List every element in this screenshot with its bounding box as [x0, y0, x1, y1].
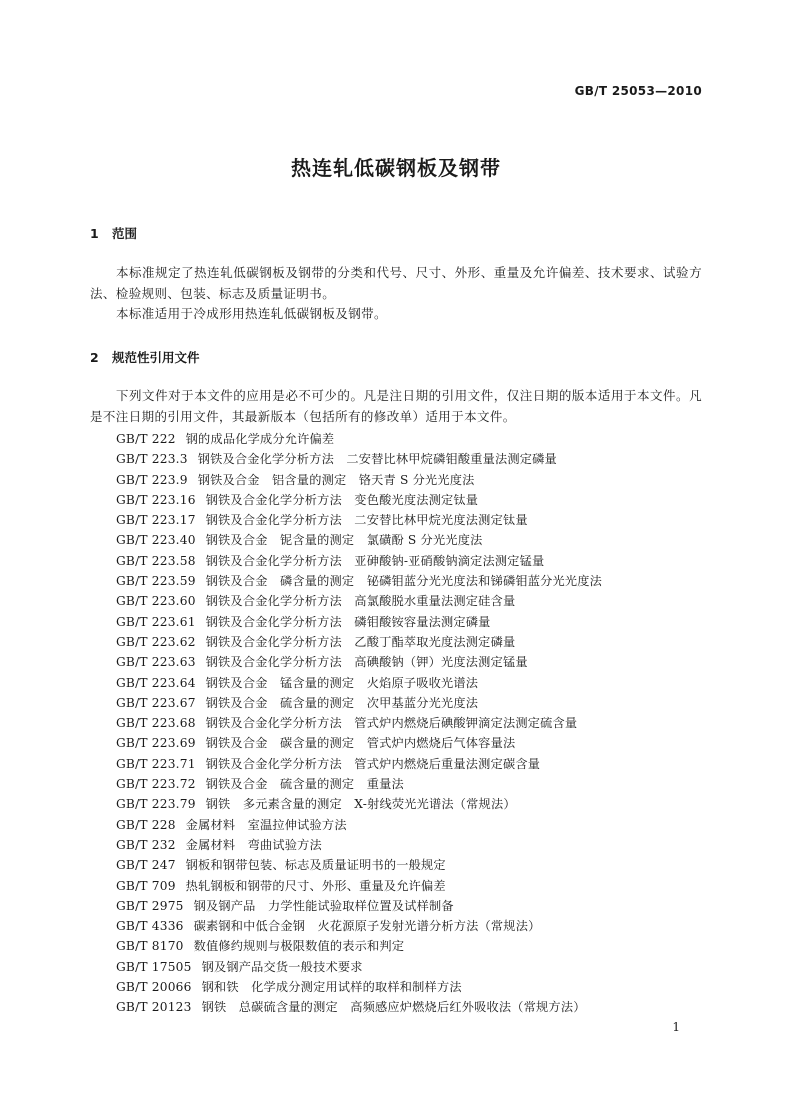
reference-item: [116, 612, 706, 632]
reference-title: 钢铁及合金 铝含量的测定 铬天青 S 分光光度法: [197, 472, 475, 487]
reference-title: 钢铁及合金化学分析方法 变色酸光度法测定钛量: [205, 492, 479, 507]
reference-code: GB/T 247: [116, 858, 176, 873]
reference-code: GB/T 228: [116, 817, 176, 832]
reference-title: 数值修约规则与极限数值的表示和判定: [193, 939, 405, 954]
reference-code: GB/T 2975: [116, 898, 184, 913]
section-1-heading: [90, 224, 137, 242]
reference-code: GB/T 223.9: [116, 472, 188, 487]
document-title: 热连轧低碳钢板及钢带: [291, 156, 501, 180]
reference-title: 钢铁及合金化学分析方法 亚砷酸钠-亚硝酸钠滴定法测定锰量: [205, 553, 545, 568]
reference-title: 钢铁及合金 硫含量的测定 次甲基蓝分光光度法: [205, 695, 479, 710]
reference-code: GB/T 709: [116, 878, 176, 893]
reference-item: [116, 449, 706, 469]
reference-code: GB/T 20066: [116, 980, 192, 995]
reference-code: GB/T 223.61: [116, 614, 196, 629]
reference-title: 钢铁及合金化学分析方法 管式炉内燃烧后碘酸钾滴定法测定硫含量: [205, 716, 578, 731]
section-2-title: 规范性引用文件: [112, 350, 200, 365]
reference-item: [116, 936, 706, 956]
reference-item: [116, 896, 706, 916]
reference-item: [116, 916, 706, 936]
reference-title: 钢铁及合金化学分析方法 高碘酸钠（钾）光度法测定锰量: [205, 655, 528, 670]
reference-item: [116, 815, 706, 835]
reference-item: [116, 855, 706, 875]
reference-code: GB/T 223.58: [116, 553, 196, 568]
reference-item: [116, 510, 706, 530]
reference-code: GB/T 17505: [116, 959, 192, 974]
section-1-number: 1: [90, 226, 99, 241]
reference-title: 钢铁及合金 锰含量的测定 火焰原子吸收光谱法: [205, 675, 479, 690]
reference-title: 钢铁及合金 磷含量的测定 铋磷钼蓝分光光度法和锑磷钼蓝分光光度法: [205, 574, 603, 589]
reference-title: 钢板和钢带包装、标志及质量证明书的一般规定: [185, 858, 446, 873]
reference-title: 金属材料 室温拉伸试验方法: [185, 817, 347, 832]
reference-item: [116, 551, 706, 571]
reference-code: GB/T 223.71: [116, 756, 196, 771]
reference-title: 热轧钢板和钢带的尺寸、外形、重量及允许偏差: [185, 878, 446, 893]
reference-code: GB/T 223.59: [116, 574, 196, 589]
reference-item: [116, 652, 706, 672]
reference-item: [116, 835, 706, 855]
reference-title: 钢铁及合金化学分析方法 高氯酸脱水重量法测定硅含量: [205, 594, 516, 609]
reference-item: [116, 774, 706, 794]
reference-code: GB/T 232: [116, 837, 176, 852]
reference-item: [116, 713, 706, 733]
reference-item: [116, 429, 706, 449]
reference-title: 钢铁及合金化学分析方法 二安替比林甲烷光度法测定钛量: [205, 513, 528, 528]
reference-title: 钢铁及合金化学分析方法 管式炉内燃烧后重量法测定碳含量: [205, 756, 541, 771]
reference-item: [116, 794, 706, 814]
reference-title: 钢的成品化学成分允许偏差: [185, 432, 335, 446]
reference-code: GB/T 223.40: [116, 533, 196, 548]
reference-item: [116, 530, 706, 550]
reference-item: [116, 754, 706, 774]
reference-item: [116, 733, 706, 753]
reference-title: 钢铁及合金化学分析方法 二安替比林甲烷磷钼酸重量法测定磷量: [197, 452, 557, 467]
reference-title: 钢和铁 化学成分测定用试样的取样和制样方法: [201, 980, 462, 995]
section-1-paragraph-1: 本标准规定了热连轧低碳钢板及钢带的分类和代号、尺寸、外形、重量及允许偏差、技术要求、试验方法、检验规则、包装、标志及质量证明书。: [90, 265, 702, 301]
reference-code: GB/T 223.67: [116, 695, 196, 710]
reference-code: GB/T 222: [116, 432, 176, 446]
reference-item: [116, 693, 706, 713]
reference-title: 钢及钢产品 力学性能试验取样位置及试样制备: [193, 898, 454, 913]
reference-code: GB/T 223.3: [116, 452, 188, 467]
reference-title: 钢铁及合金 铌含量的测定 氯磺酚 S 分光光度法: [205, 533, 483, 548]
reference-item: [116, 997, 706, 1017]
reference-title: 钢铁及合金化学分析方法 磷钼酸铵容量法测定磷量: [205, 614, 491, 629]
reference-title: 钢铁 总碳硫含量的测定 高频感应炉燃烧后红外吸收法（常规方法）: [201, 1000, 586, 1015]
reference-title: 金属材料 弯曲试验方法: [185, 837, 322, 852]
reference-item: [116, 591, 706, 611]
reference-item: [116, 977, 706, 997]
reference-code: GB/T 223.60: [116, 594, 196, 609]
reference-code: GB/T 223.69: [116, 736, 196, 751]
reference-title: 碳素钢和中低合金钢 火花源原子发射光谱分析方法（常规法）: [193, 919, 541, 934]
section-2-intro: 下列文件对于本文件的应用是必不可少的。凡是注日期的引用文件，仅注日期的版本适用于本文件。凡是不注日期的引用文件，其最新版本（包括所有的修改单）适用于本文件。: [90, 388, 702, 424]
reference-item: [116, 957, 706, 977]
reference-code: GB/T 223.72: [116, 777, 196, 792]
reference-code: GB/T 223.17: [116, 513, 196, 528]
reference-code: GB/T 20123: [116, 1000, 192, 1015]
reference-title: 钢铁及合金化学分析方法 乙酸丁酯萃取光度法测定磷量: [205, 634, 516, 649]
standard-number: GB/T 25053—2010: [574, 84, 702, 98]
section-1-title: 范围: [112, 226, 138, 241]
reference-code: GB/T 223.62: [116, 634, 196, 649]
reference-item: [116, 876, 706, 896]
reference-item: [116, 490, 706, 510]
reference-code: GB/T 223.16: [116, 492, 196, 507]
reference-code: GB/T 223.79: [116, 797, 196, 812]
reference-title: 钢铁 多元素含量的测定 X-射线荧光光谱法（常规法）: [205, 797, 516, 812]
reference-code: GB/T 8170: [116, 939, 184, 954]
reference-item: [116, 571, 706, 591]
reference-title: 钢铁及合金 碳含量的测定 管式炉内燃烧后气体容量法: [205, 736, 516, 751]
reference-code: GB/T 4336: [116, 919, 184, 934]
reference-item: [116, 673, 706, 693]
reference-item: [116, 632, 706, 652]
reference-code: GB/T 223.68: [116, 716, 196, 731]
reference-title: 钢及钢产品交货一般技术要求: [201, 959, 363, 974]
section-2-number: 2: [90, 350, 99, 365]
page-number: 1: [672, 1020, 680, 1034]
reference-list: [116, 429, 706, 1018]
reference-code: GB/T 223.63: [116, 655, 196, 670]
reference-item: [116, 470, 706, 490]
reference-code: GB/T 223.64: [116, 675, 196, 690]
section-2-heading: [90, 348, 200, 366]
section-1-paragraph-2: 本标准适用于冷成形用热连轧低碳钢板及钢带。: [116, 306, 387, 321]
reference-title: 钢铁及合金 硫含量的测定 重量法: [205, 777, 404, 792]
